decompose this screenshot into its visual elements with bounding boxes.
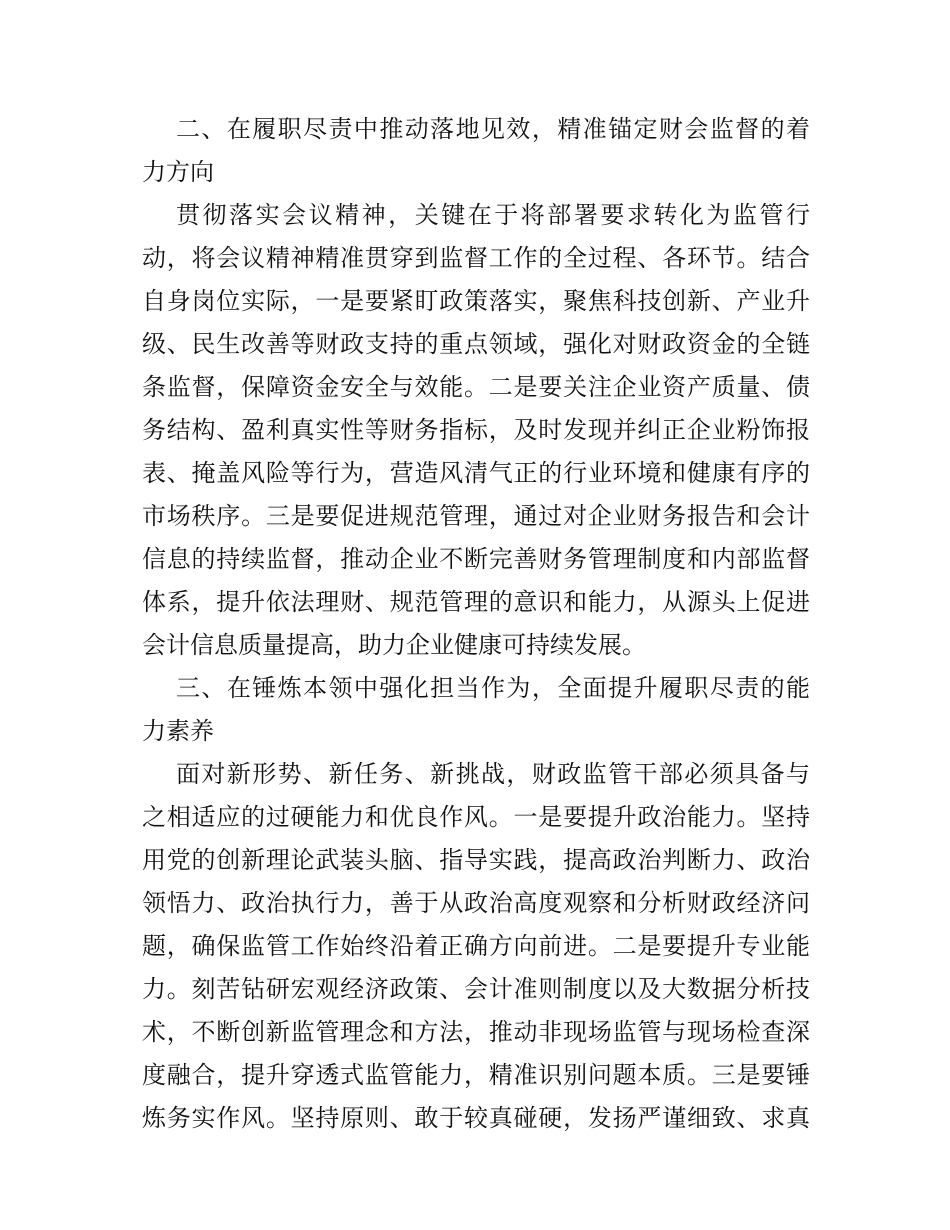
section-heading-3-line-1: 三、在锤炼本领中强化担当作为，全面提升履职尽责的能: [176, 674, 810, 702]
paragraph-line: 用党的创新理论武装头脑、指导实践，提高政治判断力、政治: [142, 846, 810, 874]
paragraph-line: 会计信息质量提高，助力企业健康可持续发展。: [142, 631, 646, 659]
paragraph-line: 力。刻苦钻研宏观经济政策、会计准则制度以及大数据分析技: [142, 975, 810, 1003]
paragraph-line: 自身岗位实际，一是要紧盯政策落实，聚焦科技创新、产业升: [142, 287, 810, 315]
paragraph-line: 体系，提升依法理财、规范管理的意识和能力，从源头上促进: [142, 588, 810, 616]
section-heading-3-line-2: 力素养: [142, 717, 214, 745]
paragraph-line: 级、民生改善等财政支持的重点领域，强化对财政资金的全链: [142, 330, 810, 358]
paragraph-line: 领悟力、政治执行力，善于从政治高度观察和分析财政经济问: [142, 889, 810, 917]
paragraph-line: 题，确保监管工作始终沿着正确方向前进。二是要提升专业能: [142, 932, 810, 960]
paragraph-line: 市场秩序。三是要促进规范管理，通过对企业财务报告和会计: [142, 502, 810, 530]
paragraph-line: 表、掩盖风险等行为，营造风清气正的行业环境和健康有序的: [142, 459, 810, 487]
section-heading-2-line-1: 二、在履职尽责中推动落地见效，精准锚定财会监督的着: [176, 115, 810, 143]
paragraph-line: 动，将会议精神精准贯穿到监督工作的全过程、各环节。结合: [142, 244, 810, 272]
paragraph-line: 面对新形势、新任务、新挑战，财政监管干部必须具备与: [176, 760, 810, 788]
paragraph-line: 炼务实作风。坚持原则、敢于较真碰硬，发扬严谨细致、求真: [142, 1104, 810, 1132]
paragraph-line: 度融合，提升穿透式监管能力，精准识别问题本质。三是要锤: [142, 1061, 810, 1089]
paragraph-line: 术，不断创新监管理念和方法，推动非现场监管与现场检查深: [142, 1018, 810, 1046]
paragraph-line: 信息的持续监督，推动企业不断完善财务管理制度和内部监督: [142, 545, 810, 573]
section-heading-2-line-2: 力方向: [142, 158, 214, 186]
paragraph-line: 务结构、盈利真实性等财务指标，及时发现并纠正企业粉饰报: [142, 416, 810, 444]
paragraph-line: 之相适应的过硬能力和优良作风。一是要提升政治能力。坚持: [142, 803, 810, 831]
paragraph-line: 贯彻落实会议精神，关键在于将部署要求转化为监管行: [176, 201, 810, 229]
paragraph-line: 条监督，保障资金安全与效能。二是要关注企业资产质量、债: [142, 373, 810, 401]
